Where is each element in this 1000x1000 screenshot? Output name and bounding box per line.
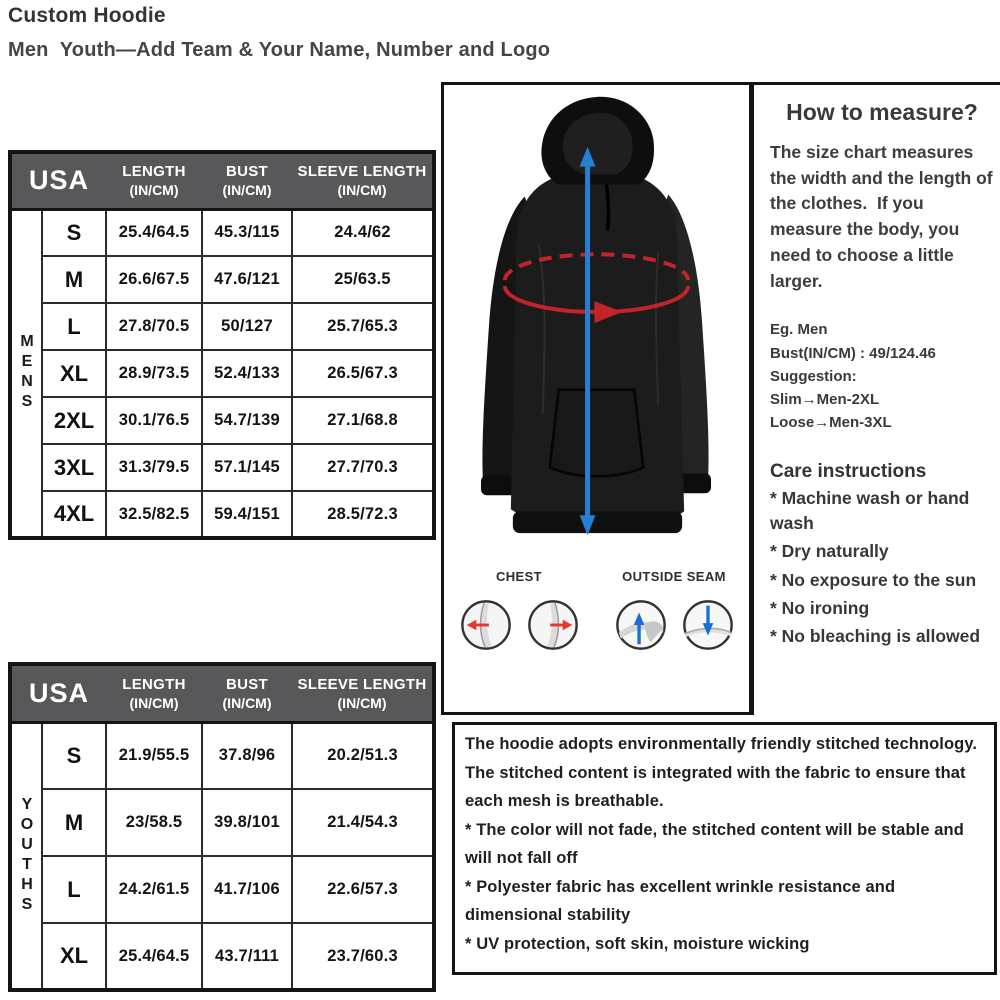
chest-icon-group	[459, 569, 580, 652]
mens-size-table	[8, 150, 436, 540]
chest-measure-left-icon	[459, 598, 513, 652]
col-title: BUST	[225, 163, 269, 181]
sleeve-cell: 27.7/70.3	[292, 444, 434, 491]
col-unit: (IN/CM)	[337, 694, 387, 711]
size-cell: M	[42, 789, 106, 856]
youth-group-cell	[10, 722, 42, 990]
length-cell: 28.9/73.5	[106, 350, 202, 397]
youth-usa-header: USA	[10, 664, 106, 722]
example-line: Eg. Men	[770, 321, 828, 339]
hem-band	[513, 511, 682, 533]
product-description-box	[452, 722, 997, 975]
outside-seam-label: OUTSIDE SEAM	[622, 569, 726, 584]
youth-table-header-row	[10, 664, 434, 722]
col-title: BUST	[225, 675, 269, 693]
care-item: * Machine wash or hand wash	[770, 487, 970, 533]
col-unit: (IN/CM)	[222, 694, 272, 711]
mens-sleeve-header	[292, 152, 434, 209]
sleeve-cell: 22.6/57.3	[292, 856, 434, 923]
table-row	[10, 923, 434, 990]
example-line: Bust(IN/CM) : 49/124.46	[770, 344, 936, 362]
length-cell: 26.6/67.5	[106, 256, 202, 303]
table-row	[10, 350, 434, 397]
col-title: SLEEVE LENGTH	[297, 163, 427, 181]
outside-seam-circles	[614, 598, 735, 652]
care-item: * No bleaching is allowed	[770, 626, 981, 647]
youth-length-header	[106, 664, 202, 722]
table-row	[10, 397, 434, 444]
bust-cell: 39.8/101	[202, 789, 292, 856]
table-row	[10, 856, 434, 923]
care-instructions-block	[770, 461, 994, 650]
size-cell: XL	[42, 350, 106, 397]
mens-length-header	[106, 152, 202, 209]
length-cell: 32.5/82.5	[106, 491, 202, 538]
bust-cell: 37.8/96	[202, 722, 292, 789]
seam-up-icon	[614, 598, 668, 652]
sleeve-cell: 25/63.5	[292, 256, 434, 303]
chest-measure-right-icon	[526, 598, 580, 652]
bust-cell: 52.4/133	[202, 350, 292, 397]
length-cell: 30.1/76.5	[106, 397, 202, 444]
table-row	[10, 789, 434, 856]
measure-icons-row	[444, 569, 749, 652]
table-row	[10, 303, 434, 350]
kangaroo-pocket	[550, 390, 644, 477]
bust-cell: 43.7/111	[202, 923, 292, 990]
care-item: * No ironing	[770, 598, 870, 619]
size-cell: 3XL	[42, 444, 106, 491]
youth-sleeve-header	[292, 664, 434, 722]
chest-circles	[459, 598, 580, 652]
length-cell: 27.8/70.5	[106, 303, 202, 350]
example-line: Slim→Men-2XL	[770, 391, 880, 409]
size-cell: XL	[42, 923, 106, 990]
mens-bust-header	[202, 152, 292, 209]
care-item: * No exposure to the sun	[770, 569, 977, 590]
col-unit: (IN/CM)	[337, 182, 387, 199]
measure-panel	[441, 82, 754, 715]
how-to-measure-heading: How to measure?	[786, 99, 978, 125]
title-block	[8, 4, 550, 62]
mens-table-header-row	[10, 152, 434, 209]
length-cell: 21.9/55.5	[106, 722, 202, 789]
youth-group-label: YOUTHS	[18, 795, 36, 916]
table-row	[10, 722, 434, 789]
mens-group-label: MENS	[18, 333, 36, 414]
bust-cell: 45.3/115	[202, 209, 292, 256]
sleeve-cell: 26.5/67.3	[292, 350, 434, 397]
hoodie-illustration	[447, 85, 746, 563]
col-unit: (IN/CM)	[129, 694, 179, 711]
bust-cell: 50/127	[202, 303, 292, 350]
how-to-measure-text: The size chart measures the width and the length of the clothes. If you measure the body, you need to choose a little larger.	[770, 142, 998, 291]
description-paragraph: * UV protection, soft skin, moisture wicking	[465, 934, 810, 953]
size-cell: S	[42, 209, 106, 256]
bust-cell: 54.7/139	[202, 397, 292, 444]
size-cell: L	[42, 856, 106, 923]
page-title: Custom Hoodie	[8, 4, 166, 27]
size-cell: M	[42, 256, 106, 303]
bust-cell: 47.6/121	[202, 256, 292, 303]
table-row	[10, 491, 434, 538]
seam-down-icon	[681, 598, 735, 652]
outside-seam-icon-group	[614, 569, 735, 652]
sleeve-cell: 21.4/54.3	[292, 789, 434, 856]
sleeve-cell: 24.4/62	[292, 209, 434, 256]
drawstring-right	[606, 185, 608, 231]
example-line: Loose→Men-3XL	[770, 414, 892, 432]
sleeve-cell: 20.2/51.3	[292, 722, 434, 789]
table-row	[10, 444, 434, 491]
size-cell: L	[42, 303, 106, 350]
hoodie-body	[511, 177, 684, 532]
col-unit: (IN/CM)	[129, 182, 179, 199]
sleeve-cell: 28.5/72.3	[292, 491, 434, 538]
size-cell: S	[42, 722, 106, 789]
col-title: LENGTH	[122, 675, 186, 693]
size-cell: 2XL	[42, 397, 106, 444]
bust-cell: 57.1/145	[202, 444, 292, 491]
bust-cell: 41.7/106	[202, 856, 292, 923]
length-cell: 24.2/61.5	[106, 856, 202, 923]
care-item: * Dry naturally	[770, 541, 889, 562]
table-row	[10, 256, 434, 303]
youth-bust-header	[202, 664, 292, 722]
hoodie-photo	[444, 85, 749, 563]
col-title: LENGTH	[122, 163, 186, 181]
example-block	[770, 318, 994, 434]
sleeve-cell: 23.7/60.3	[292, 923, 434, 990]
page-subtitle: Men Youth—Add Team & Your Name, Number and Logo	[8, 39, 551, 61]
youth-size-table	[8, 662, 436, 992]
mens-usa-header: USA	[10, 152, 106, 209]
description-paragraph: The hoodie adopts environmentally friendly stitched technology. The stitched content is integrated with the fabric to ensure that each mesh is breathable.	[465, 735, 978, 811]
length-cell: 31.3/79.5	[106, 444, 202, 491]
example-line: Suggestion:	[770, 367, 857, 385]
description-paragraph: * The color will not fade, the stitched content will be stable and will not fall off	[465, 820, 964, 868]
table-row	[10, 209, 434, 256]
length-cell: 23/58.5	[106, 789, 202, 856]
length-cell: 25.4/64.5	[106, 209, 202, 256]
mens-group-cell	[10, 209, 42, 538]
col-unit: (IN/CM)	[222, 182, 272, 199]
description-paragraph: * Polyester fabric has excellent wrinkle resistance and dimensional stability	[465, 877, 896, 925]
size-cell: 4XL	[42, 491, 106, 538]
sleeve-cell: 25.7/65.3	[292, 303, 434, 350]
care-instructions-heading: Care instructions	[770, 460, 927, 482]
how-to-measure-panel	[754, 82, 1000, 715]
chest-label: CHEST	[495, 569, 543, 584]
sleeve-cell: 27.1/68.8	[292, 397, 434, 444]
bust-cell: 59.4/151	[202, 491, 292, 538]
col-title: SLEEVE LENGTH	[297, 675, 427, 693]
length-cell: 25.4/64.5	[106, 923, 202, 990]
